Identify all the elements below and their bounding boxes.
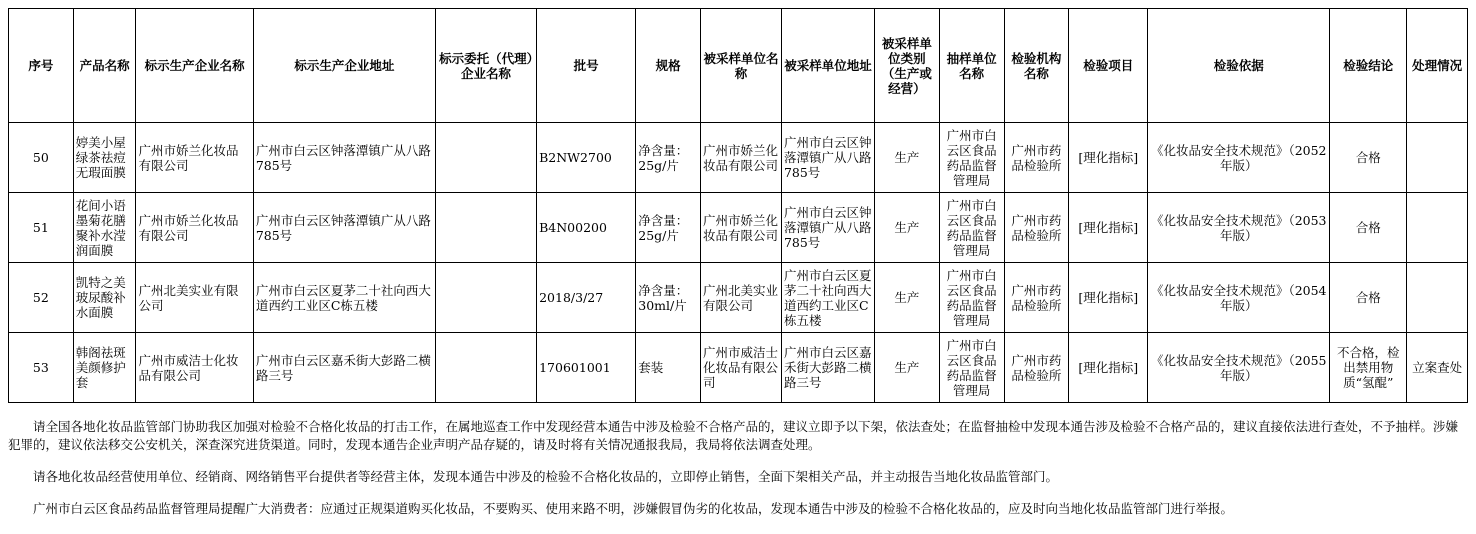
table-cell: 《化妆品安全技术规范》（2052年版）: [1148, 123, 1330, 193]
header-cell: 被采样单位名称: [701, 9, 782, 123]
notice-paragraph-sellers: 请各地化妆品经营使用单位、经销商、网络销售平台提供者等经营主体，发现本通告中涉及的检验不合格化妆品的，立即停止销售，全面下架相关产品，并主动报告当地化妆品监管部门。: [33, 469, 1059, 484]
header-cell: 批号: [537, 9, 636, 123]
notice-paragraph-consumers: 广州市白云区食品药品监督管理局提醒广大消费者：应通过正规渠道购买化妆品，不要购买、使用来路不明，涉嫌假冒伪劣的化妆品，发现本通告中涉及的检验不合格化妆品的，应及时向当地化妆品监管部门进行举报。: [33, 501, 1234, 516]
header-cell: 规格: [636, 9, 701, 123]
header-cell: 被采样单位类别（生产或经营）: [875, 9, 940, 123]
table-cell: 广州市白云区夏茅二十社向西大道西约工业区C栋五楼: [253, 263, 435, 333]
table-cell: 广州北美实业有限公司: [136, 263, 253, 333]
table-cell: 凯特之美玻尿酸补水面膜: [73, 263, 136, 333]
table-cell: 广州市威洁士化妆品有限公司: [701, 333, 782, 403]
table-cell: 广州市白云区钟落潭镇广从八路785号: [781, 193, 874, 263]
table-cell: 广州市白云区夏茅二十社向西大道西约工业区C栋五楼: [781, 263, 874, 333]
table-row: [9, 193, 1468, 263]
header-cell: 标示生产企业地址: [253, 9, 435, 123]
header-cell: 序号: [9, 9, 74, 123]
table-cell: [435, 123, 536, 193]
table-cell: 广州市娇兰化妆品有限公司: [701, 123, 782, 193]
table-cell: 韩阁祛斑美颜修护套: [73, 333, 136, 403]
table-cell: 2018/3/27: [537, 263, 636, 333]
table-cell: [理化指标]: [1069, 263, 1148, 333]
table-cell: 广州市白云区钟落潭镇广从八路785号: [253, 193, 435, 263]
header-cell: 标示委托（代理）企业名称: [435, 9, 536, 123]
table-cell: 广州市白云区钟落潭镇广从八路785号: [781, 123, 874, 193]
table-cell: 广州市娇兰化妆品有限公司: [136, 123, 253, 193]
table-cell: 广州市娇兰化妆品有限公司: [701, 193, 782, 263]
table-cell: 50: [9, 123, 74, 193]
table-cell: 53: [9, 333, 74, 403]
table-cell: B2NW2700: [537, 123, 636, 193]
table-cell: 广州市药品检验所: [1004, 333, 1069, 403]
table-cell: 《化妆品安全技术规范》（2055年版）: [1148, 333, 1330, 403]
table-cell: 生产: [875, 193, 940, 263]
table-cell: [1407, 193, 1468, 263]
header-cell: 检验项目: [1069, 9, 1148, 123]
table-cell: [435, 263, 536, 333]
table-cell: 广州市药品检验所: [1004, 263, 1069, 333]
table-cell: B4N00200: [537, 193, 636, 263]
table-cell: 广州市白云区嘉禾街大彭路二横路三号: [781, 333, 874, 403]
notice-text: [8, 418, 1468, 518]
table-cell: 广州市药品检验所: [1004, 123, 1069, 193]
table-cell: 净含量：30ml/片: [636, 263, 701, 333]
table-cell: 51: [9, 193, 74, 263]
table-row: [9, 333, 1468, 403]
table-cell: 套装: [636, 333, 701, 403]
table-header-row: [9, 9, 1468, 123]
table-row: [9, 263, 1468, 333]
table-cell: [1407, 123, 1468, 193]
table-cell: 52: [9, 263, 74, 333]
table-cell: 合格: [1330, 263, 1407, 333]
table-cell: 广州市白云区食品药品监督管理局: [939, 333, 1004, 403]
table-cell: 生产: [875, 263, 940, 333]
table-cell: 《化妆品安全技术规范》（2053年版）: [1148, 193, 1330, 263]
table-cell: 广州市白云区钟落潭镇广从八路785号: [253, 123, 435, 193]
table-cell: 生产: [875, 333, 940, 403]
table-cell: 净含量：25g/片: [636, 193, 701, 263]
table-cell: 生产: [875, 123, 940, 193]
inspection-results-table: [8, 8, 1468, 403]
header-cell: 检验机构名称: [1004, 9, 1069, 123]
header-cell: 处理情况: [1407, 9, 1468, 123]
table-cell: 合格: [1330, 123, 1407, 193]
table-cell: 广州市娇兰化妆品有限公司: [136, 193, 253, 263]
header-cell: 抽样单位名称: [939, 9, 1004, 123]
table-cell: 《化妆品安全技术规范》（2054年版）: [1148, 263, 1330, 333]
table-cell: 广州北美实业有限公司: [701, 263, 782, 333]
table-cell: [理化指标]: [1069, 333, 1148, 403]
table-cell: 立案查处: [1407, 333, 1468, 403]
table-cell: 花间小语墨菊花膳聚补水滢润面膜: [73, 193, 136, 263]
table-cell: 不合格，检出禁用物质“氢醌”: [1330, 333, 1407, 403]
header-cell: 检验结论: [1330, 9, 1407, 123]
table-cell: 广州市白云区食品药品监督管理局: [939, 193, 1004, 263]
table-cell: 广州市威洁士化妆品有限公司: [136, 333, 253, 403]
table-cell: 合格: [1330, 193, 1407, 263]
table-cell: 170601001: [537, 333, 636, 403]
notice-paragraph-regulators: 请全国各地化妆品监管部门协助我区加强对检验不合格化妆品的打击工作，在属地巡查工作中发现经营本通告中涉及检验不合格产品的，建议立即予以下架，依法查处；在监督抽检中发现本通告涉及检验不合格产品的，建议直接依法进行查处，不予抽样。涉嫌犯罪的，建议依法移交公安机关，深查深究进货渠道。同时，发现本通告企业声明产品存疑的，请及时将有关情况通报我局，我局将依法调查处理。: [8, 419, 1459, 452]
table-cell: 婷美小屋绿茶祛痘无瑕面膜: [73, 123, 136, 193]
table-cell: 净含量：25g/片: [636, 123, 701, 193]
header-cell: 检验依据: [1148, 9, 1330, 123]
table-cell: 广州市白云区食品药品监督管理局: [939, 123, 1004, 193]
table-cell: [435, 193, 536, 263]
table-cell: 广州市白云区食品药品监督管理局: [939, 263, 1004, 333]
table-cell: [435, 333, 536, 403]
table-cell: [理化指标]: [1069, 123, 1148, 193]
table-cell: [1407, 263, 1468, 333]
table-cell: 广州市药品检验所: [1004, 193, 1069, 263]
header-cell: 产品名称: [73, 9, 136, 123]
table-cell: [理化指标]: [1069, 193, 1148, 263]
header-cell: 标示生产企业名称: [136, 9, 253, 123]
table-cell: 广州市白云区嘉禾街大彭路二横路三号: [253, 333, 435, 403]
table-row: [9, 123, 1468, 193]
header-cell: 被采样单位地址: [781, 9, 874, 123]
